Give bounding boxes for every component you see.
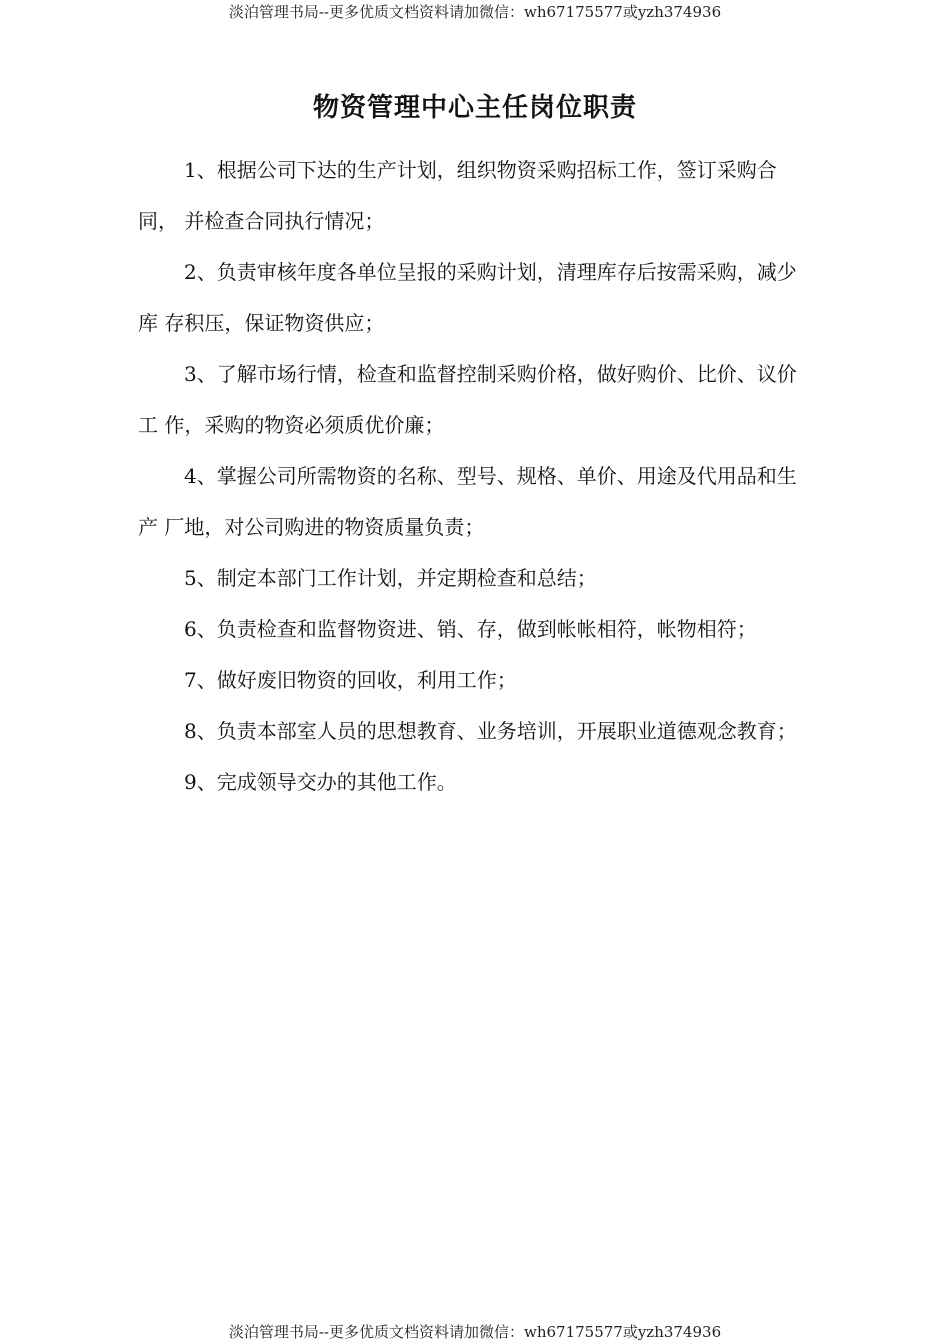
duty-item-1: 1、根据公司下达的生产计划，组织物资采购招标工作，签订采购合同， 并检查合同执行情况；: [138, 158, 777, 233]
duty-item-5: 5、制定本部门工作计划，并定期检查和总结；: [184, 566, 597, 590]
duty-item-4: 4、掌握公司所需物资的名称、型号、规格、单价、用途及代用品和生产 厂地，对公司购进的物资质量负责；: [138, 464, 797, 539]
document-title: 物资管理中心主任岗位职责: [312, 93, 637, 123]
duty-item-2: 2、负责审核年度各单位呈报的采购计划，清理库存后按需采购，减少库 存积压，保证物资供应；: [138, 260, 797, 335]
page-header: 淡泊管理书局--更多优质文档资料请加微信：wh67175577或yzh374936: [228, 3, 722, 21]
duty-item-8: 8、负责本部室人员的思想教育、业务培训，开展职业道德观念教育；: [184, 719, 797, 743]
duty-item-3: 3、了解市场行情，检查和监督控制采购价格，做好购价、比价、议价工 作，采购的物资必须质优价廉；: [138, 362, 797, 437]
duty-item-7: 7、做好废旧物资的回收，利用工作；: [184, 668, 517, 692]
duty-item-9: 9、完成领导交办的其他工作。: [184, 770, 457, 794]
page-footer: 淡泊管理书局--更多优质文档资料请加微信：wh67175577或yzh374936: [228, 1323, 722, 1341]
duty-item-6: 6、负责检查和监督物资进、销、存，做到帐帐相符，帐物相符；: [184, 617, 757, 641]
duties-list: [138, 145, 808, 808]
